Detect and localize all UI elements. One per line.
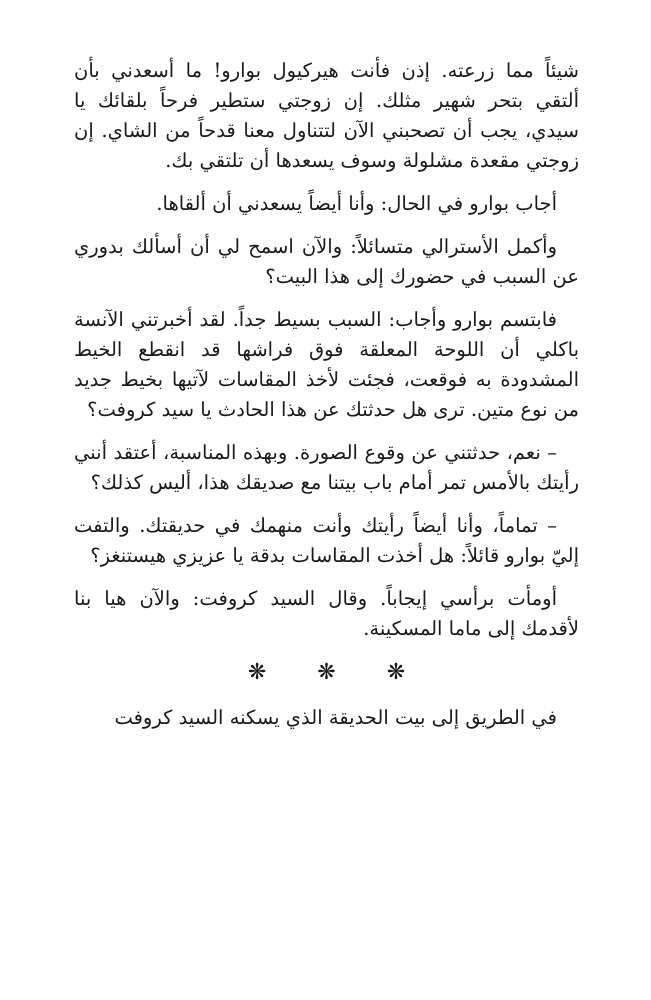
paragraph-7: أومأت برأسي إيجاباً. وقال السيد كروفت: والآن هيا بنا لأقدمك إلى ماما المسكينة. [74,587,579,640]
paragraph-1: شيئاً مما زرعته. إذن فأنت هيركيول بوارو! ما أسعدني بأن ألتقي بتحر شهير مثلك. إن زوجتي ستطير فرحاً بلقائك يا سيدي، يجب أن تصحبني الآن لتتناول معنا قدحاً من الشاي. إن زوجتي مقعدة مشلولة وسوف يسعدها أن تلتقي بك. [74,59,579,172]
paragraph-4: فابتسم بوارو وأجاب: السبب بسيط جداً. لقد أخبرتني الآنسة باكلي أن اللوحة المعلقة فوق فراشها قد انقطع الخيط المشدودة به فوقعت، فجئت لأخذ المقاسات لآتيها بخيط جديد من نوع متين. ترى هل حدثتك عن هذا الحادث يا سيد كروفت؟ [74,308,579,421]
paragraph-3: وأكمل الأسترالي متسائلاً: والآن اسمح لي أن أسألك بدوري عن السبب في حضورك إلى هذا البيت؟ [74,235,579,288]
book-page [74,56,579,746]
paragraph-5: – نعم، حدثتني عن وقوع الصورة. وبهذه المناسبة، أعتقد أنني رأيتك بالأمس تمر أمام باب بيتنا مع صديقك هذا، أليس كذلك؟ [74,441,579,494]
paragraph-8: في الطريق إلى بيت الحديقة الذي يسكنه السيد كروفت [114,706,557,729]
section-separator: ❋ ❋ ❋ [247,660,428,685]
paragraph-2: أجاب بوارو في الحال: وأنا أيضاً يسعدني أن ألقاها. [156,192,557,215]
paragraph-6: – تماماً، وأنا أيضاً رأيتك وأنت منهمك في حديقتك. والتفت إليّ بوارو قائلاً: هل أخذت المقاسات بدقة يا عزيزي هيستنغز؟ [74,514,579,567]
